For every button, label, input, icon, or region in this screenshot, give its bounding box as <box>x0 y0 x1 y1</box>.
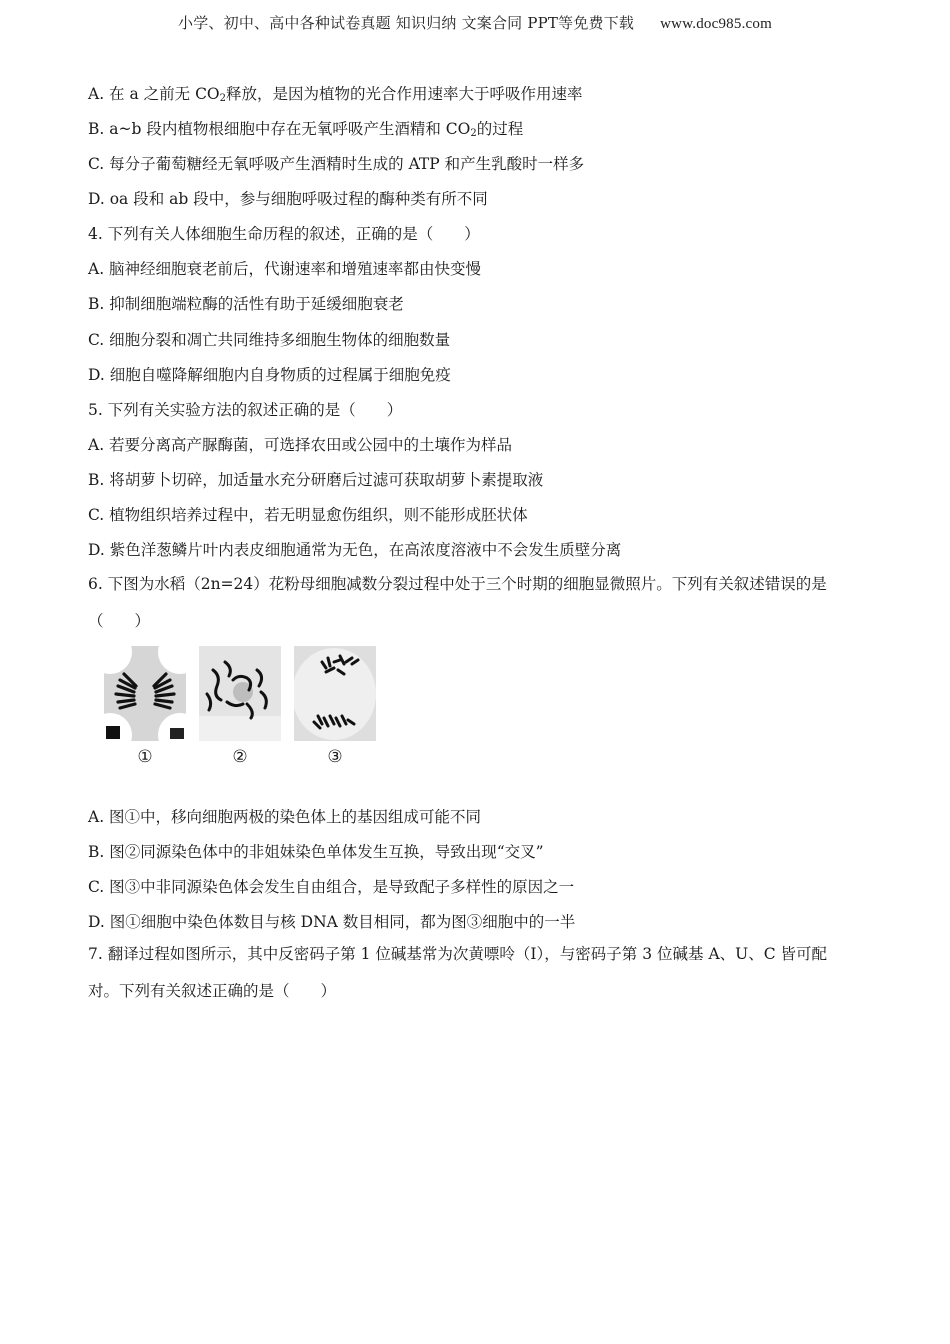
q5-option-d: D. 紫色洋葱鳞片叶内表皮细胞通常为无色，在高浓度溶液中不会发生质壁分离 <box>88 541 622 559</box>
q3-option-a: A. 在 a 之前无 $CO_2$释放，是因为植物的光合作用速率大于呼吸作用速率 <box>88 85 583 104</box>
header-site: www.doc985.com <box>660 16 772 32</box>
micrograph-figures <box>104 646 376 770</box>
q6-option-d: D. 图①细胞中染色体数目与核 DNA 数目相同，都为图③细胞中的一半 <box>88 913 576 931</box>
q5-stem: 5. 下列有关实验方法的叙述正确的是（ ） <box>88 401 403 419</box>
page-header <box>0 12 950 33</box>
header-text: 小学、初中、高中各种试卷真题 知识归纳 文案合同 PPT等免费下载 <box>178 14 635 32</box>
q4-option-a: A. 脑神经细胞衰老前后，代谢速率和增殖速率都由快变慢 <box>88 260 482 278</box>
q6-option-b: B. 图②同源染色体中的非姐妹染色单体发生互换，导致出现“交叉” <box>88 843 544 861</box>
q6-option-a: A. 图①中，移向细胞两极的染色体上的基因组成可能不同 <box>88 808 482 826</box>
q5-option-a: A. 若要分离高产脲酶菌，可选择农田或公园中的土壤作为样品 <box>88 436 513 454</box>
q3-option-b: B. a~b 段内植物根细胞中存在无氧呼吸产生酒精和 $CO_2$的过程 <box>88 120 524 139</box>
figure-label-2: ② <box>232 747 248 767</box>
figure-label-1: ① <box>137 747 153 767</box>
q4-option-d: D. 细胞自噬降解细胞内自身物质的过程属于细胞免疫 <box>88 366 451 384</box>
q4-stem: 4. 下列有关人体细胞生命历程的叙述，正确的是（ ） <box>88 225 480 243</box>
q5-option-b: B. 将胡萝卜切碎，加适量水充分研磨后过滤可获取胡萝卜素提取液 <box>88 471 544 489</box>
q4-option-c: C. 细胞分裂和凋亡共同维持多细胞生物体的细胞数量 <box>88 331 451 349</box>
q7-stem: 7. 翻译过程如图所示，其中反密码子第 1 位碱基常为次黄嘌呤（I），与密码子第 3 位碱基 A、U、C 皆可配对。下列有关叙述正确的是（ ） <box>88 945 827 1000</box>
q4-option-b: B. 抑制细胞端粒酶的活性有助于延缓细胞衰老 <box>88 295 404 313</box>
q5-option-c: C. 植物组织培养过程中，若无明显愈伤组织，则不能形成胚状体 <box>88 506 528 524</box>
q3-option-c: C. 每分子葡萄糖经无氧呼吸产生酒精时生成的 ATP 和产生乳酸时一样多 <box>88 155 585 173</box>
q6-stem: 6. 下图为水稻（2n=24）花粉母细胞减数分裂过程中处于三个时期的细胞显微照片。下列有关叙述错误的是（ ） <box>88 575 827 630</box>
micrograph-1 <box>104 646 186 741</box>
q3-option-d: D. oa 段和 ab 段中，参与细胞呼吸过程的酶种类有所不同 <box>88 190 488 208</box>
micrograph-3 <box>294 646 376 741</box>
q6-option-c: C. 图③中非同源染色体会发生自由组合，是导致配子多样性的原因之一 <box>88 878 575 896</box>
figure-label-3: ③ <box>327 747 343 767</box>
micrograph-2 <box>199 646 281 741</box>
